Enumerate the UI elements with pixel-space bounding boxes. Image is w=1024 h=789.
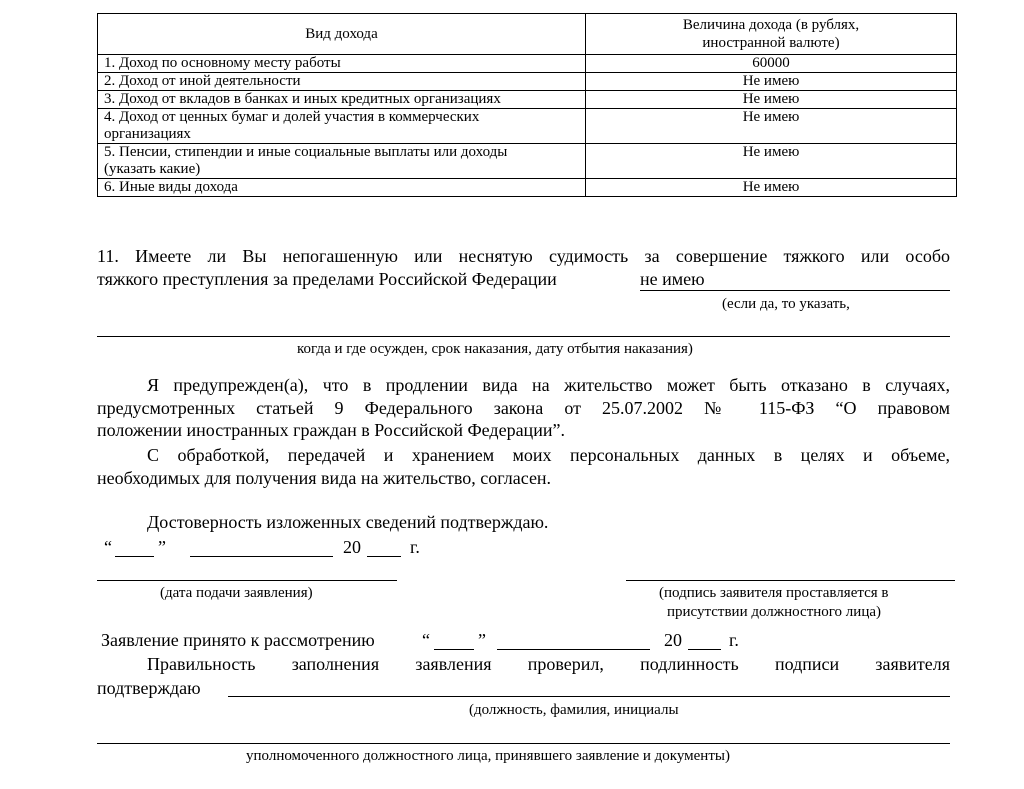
verified-line2: подтверждаю (97, 678, 201, 698)
signature-caption-line1: (подпись заявителя проставляется в (659, 585, 889, 601)
date-open-quote: “ (104, 537, 112, 557)
accepted-close-quote: ” (478, 630, 486, 650)
q11-line1: 11. Имеете ли Вы непогашенную или неснятую судимость за совершение тяжкого или особо (97, 246, 950, 266)
row-value: 60000 (586, 55, 957, 73)
official-details-line[interactable] (97, 743, 950, 744)
q11-hint1: (если да, то указать, (722, 296, 850, 312)
consent-line2: необходимых для получения вида на жительство, согласен. (97, 468, 552, 488)
table-row (98, 179, 957, 197)
signature-caption-line2: присутствии должностного лица) (667, 604, 881, 620)
income-table (97, 13, 957, 197)
accepted-year-suffix: г. (729, 630, 739, 650)
table-row (98, 144, 957, 179)
accepted-year-field[interactable] (688, 649, 721, 650)
row-label: 5. Пенсии, стипендии и иные социальные выплаты или доходы (указать какие) (98, 144, 586, 179)
date-day-field[interactable] (115, 556, 154, 557)
table-row (98, 55, 957, 73)
warning-line3: положении иностранных граждан в Российской Федерации”. (97, 420, 565, 440)
verified-line1: Правильность заполнения заявления проверил, подлинность подписи заявителя (147, 654, 950, 674)
row-label: 2. Доход от иной деятельности (98, 73, 586, 91)
date-caption: (дата подачи заявления) (160, 585, 313, 601)
verified-caption1: (должность, фамилия, инициалы (469, 702, 679, 718)
table-row (98, 109, 957, 144)
verified-caption2: уполномоченного должностного лица, принявшего заявление и документы) (246, 748, 730, 764)
accepted-year-prefix: 20 (664, 630, 682, 650)
warning-line2: предусмотренных статьей 9 Федерального закона от 25.07.2002 № 115-ФЗ “О правовом (97, 398, 950, 418)
table-row (98, 73, 957, 91)
date-year-field[interactable] (367, 556, 401, 557)
consent-line1: С обработкой, передачей и хранением моих персональных данных в целях и объеме, (147, 445, 950, 465)
accepted-open-quote: “ (422, 630, 430, 650)
row-value: Не имею (586, 179, 957, 197)
submission-date-line[interactable] (97, 580, 397, 581)
row-value: Не имею (586, 91, 957, 109)
official-name-line[interactable] (228, 696, 950, 697)
date-month-field[interactable] (190, 556, 333, 557)
date-close-quote: ” (158, 537, 166, 557)
q11-details-line[interactable] (97, 336, 950, 337)
header-income-amount: Величина дохода (в рублях, иностранной валюте) (586, 14, 957, 55)
row-label: 1. Доход по основному месту работы (98, 55, 586, 73)
row-label: 6. Иные виды дохода (98, 179, 586, 197)
row-value: Не имею (586, 73, 957, 91)
year-suffix: г. (410, 537, 420, 557)
q11-answer[interactable]: не имею (640, 269, 705, 289)
table-header-row (98, 14, 957, 55)
q11-line2: тяжкого преступления за пределами Российской Федерации (97, 269, 557, 289)
q11-hint2: когда и где осужден, срок наказания, дату отбытия наказания) (297, 341, 693, 357)
confirm-text: Достоверность изложенных сведений подтверждаю. (147, 512, 549, 532)
row-label: 4. Доход от ценных бумаг и долей участия в коммерческих организациях (98, 109, 586, 144)
row-label: 3. Доход от вкладов в банках и иных кредитных организациях (98, 91, 586, 109)
accepted-day-field[interactable] (434, 649, 474, 650)
row-value: Не имею (586, 144, 957, 179)
table-row (98, 91, 957, 109)
accepted-month-field[interactable] (497, 649, 650, 650)
warning-line1: Я предупрежден(а), что в продлении вида на жительство может быть отказано в случаях, (147, 375, 950, 395)
row-value: Не имею (586, 109, 957, 144)
header-income-type: Вид дохода (98, 14, 586, 55)
accepted-text: Заявление принято к рассмотрению (101, 630, 375, 650)
year-prefix: 20 (343, 537, 361, 557)
q11-answer-underline (640, 290, 950, 291)
applicant-signature-line[interactable] (626, 580, 955, 581)
